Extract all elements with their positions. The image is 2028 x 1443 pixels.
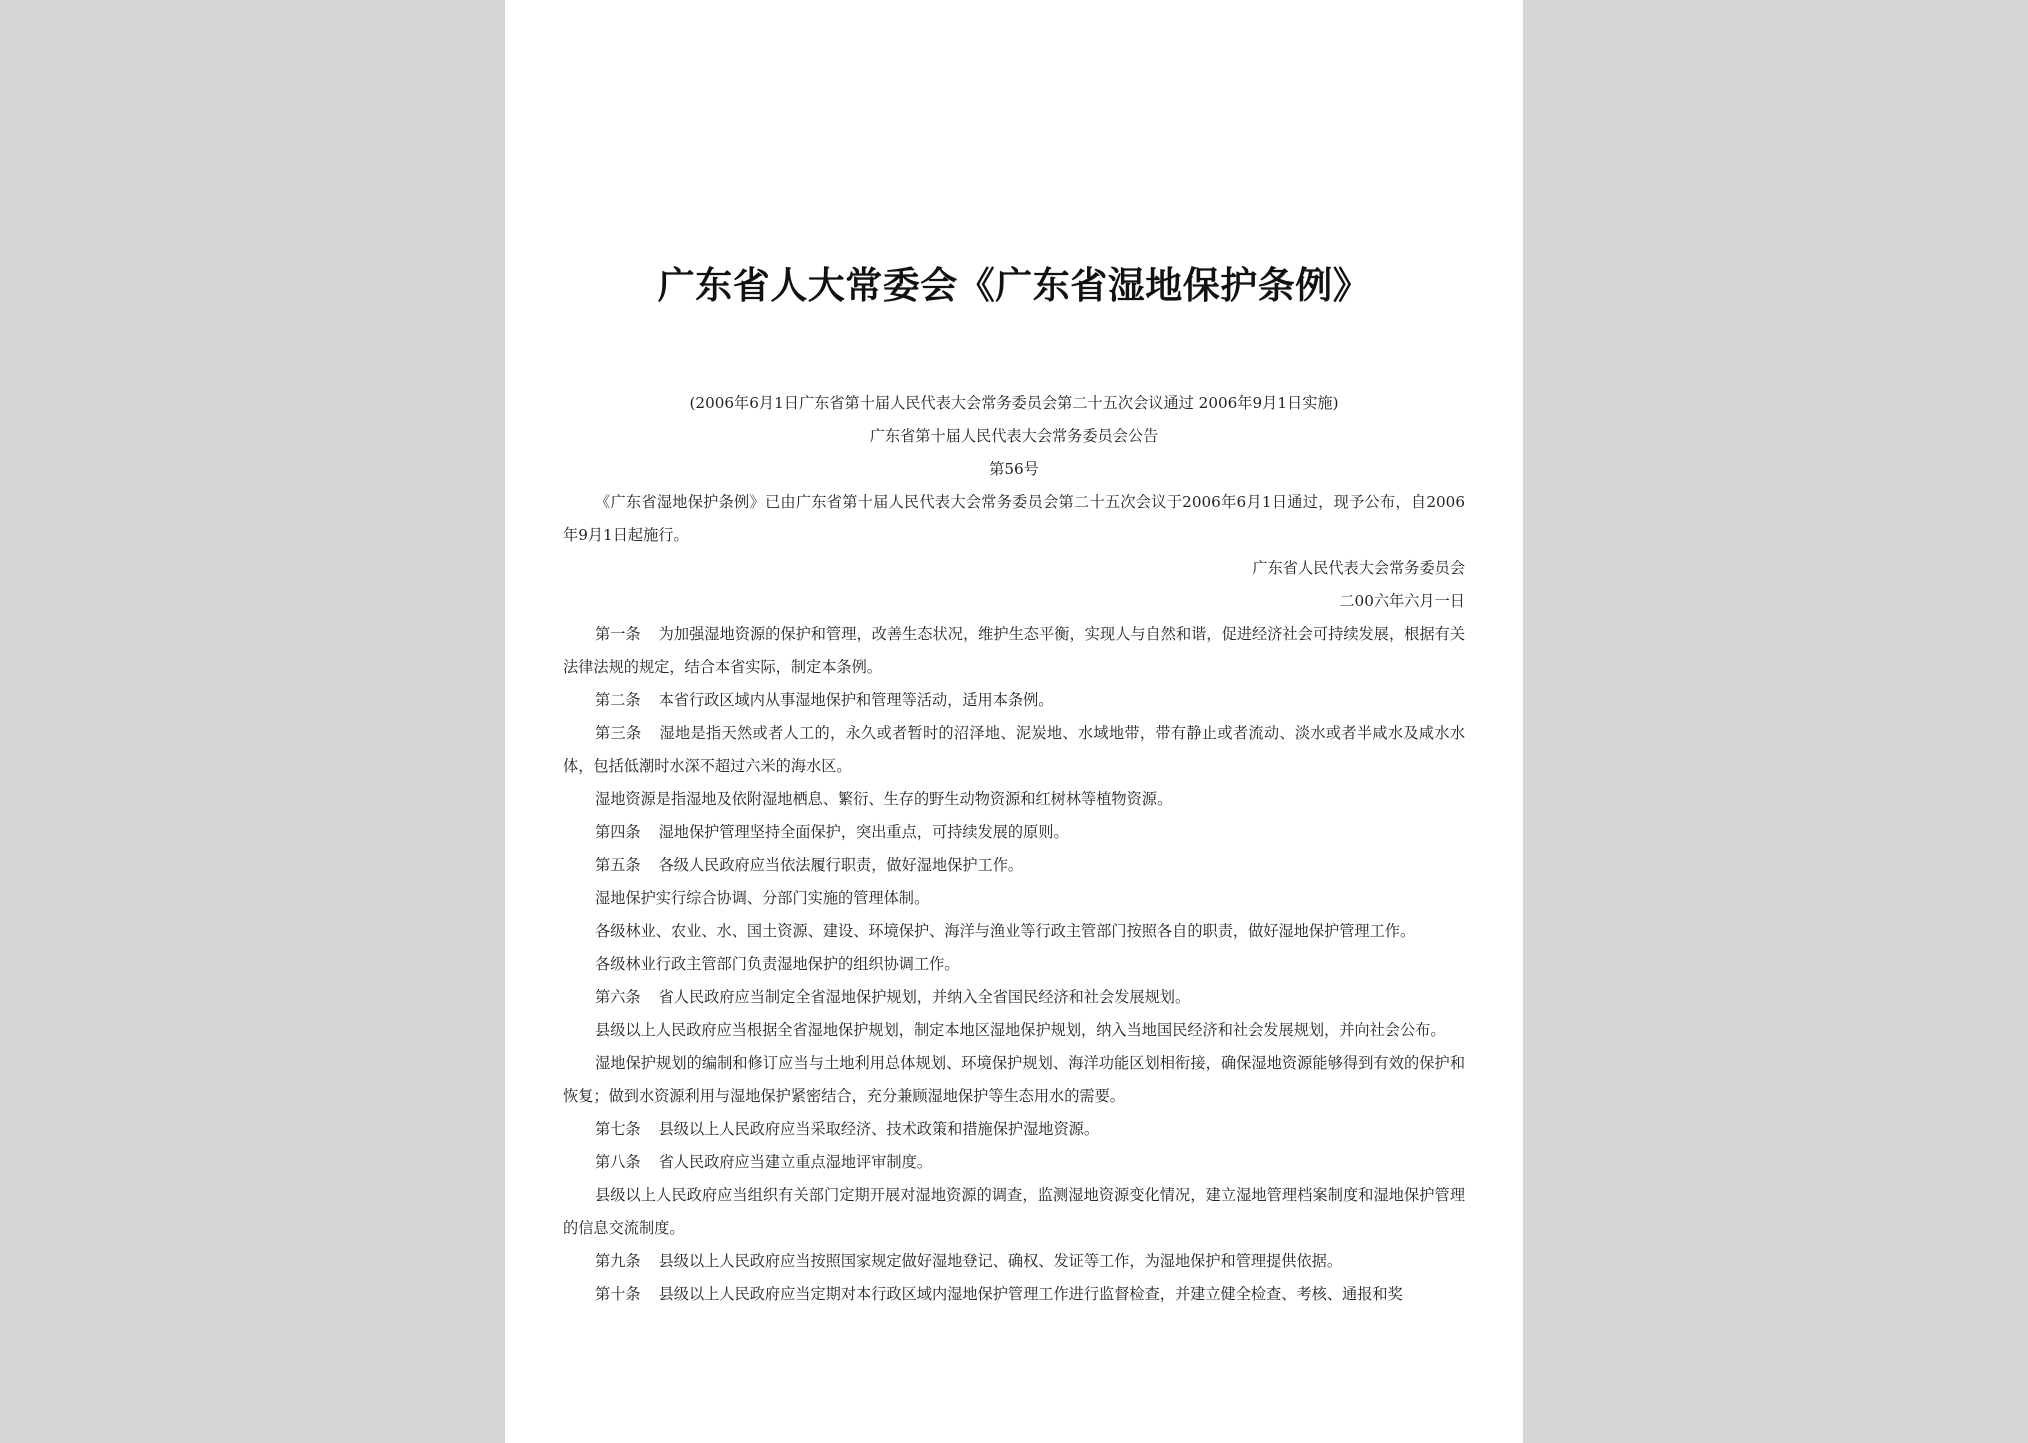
article-text: 湿地保护规划的编制和修订应当与土地利用总体规划、环境保护规划、海洋功能区划相衔接，确保湿地资源能够得到有效的保护和恢复；做到水资源利用与湿地保护紧密结合，充分兼顾湿地保护等生态用水的需要。 [563, 1054, 1465, 1105]
announcement-heading: 广东省第十届人民代表大会常务委员会公告 [869, 427, 1159, 445]
article-text: 本省行政区域内从事湿地保护和管理等活动，适用本条例。 [658, 691, 1054, 709]
article-label: 第五条 [595, 856, 641, 874]
article-label: 第三条 [595, 724, 642, 742]
article-label: 第八条 [595, 1153, 641, 1171]
article-text: 县级以上人民政府应当根据全省湿地保护规划，制定本地区湿地保护规划，纳入当地国民经济和社会发展规划，并向社会公布。 [595, 1021, 1446, 1039]
article-label: 第四条 [595, 823, 641, 841]
article-paragraph [563, 1245, 1465, 1278]
article-label: 第七条 [595, 1120, 641, 1138]
article-paragraph [563, 684, 1465, 717]
article-text: 湿地资源是指湿地及依附湿地栖息、繁衍、生存的野生动物资源和红树林等植物资源。 [595, 790, 1173, 808]
document-page [505, 0, 1523, 1443]
document-title: 广东省人大常委会《广东省湿地保护条例》 [657, 263, 1371, 307]
document-body [563, 387, 1465, 1311]
article-text: 县级以上人民政府应当定期对本行政区域内湿地保护管理工作进行监督检查，并建立健全检查、考核、通报和奖 [658, 1285, 1403, 1303]
article-text: 湿地保护管理坚持全面保护，突出重点，可持续发展的原则。 [658, 823, 1069, 841]
article-paragraph [563, 1014, 1465, 1047]
article-label: 第九条 [595, 1252, 641, 1270]
article-list [563, 618, 1465, 1311]
issuer: 广东省人民代表大会常务委员会 [1252, 559, 1465, 577]
article-paragraph [563, 783, 1465, 816]
article-text: 县级以上人民政府应当按照国家规定做好湿地登记、确权、发证等工作，为湿地保护和管理提供依据。 [658, 1252, 1342, 1270]
article-label: 第十条 [595, 1285, 641, 1303]
article-text: 县级以上人民政府应当组织有关部门定期开展对湿地资源的调查，监测湿地资源变化情况，建立湿地管理档案制度和湿地保护管理的信息交流制度。 [563, 1186, 1465, 1237]
announcement-number: 第56号 [989, 460, 1039, 478]
article-text: 各级林业、农业、水、国土资源、建设、环境保护、海洋与渔业等行政主管部门按照各自的职责，做好湿地保护管理工作。 [595, 922, 1416, 940]
article-paragraph [563, 618, 1465, 684]
article-paragraph [563, 1146, 1465, 1179]
article-text: 县级以上人民政府应当采取经济、技术政策和措施保护湿地资源。 [658, 1120, 1099, 1138]
article-label: 第六条 [595, 988, 641, 1006]
article-text: 湿地是指天然或者人工的，永久或者暂时的沼泽地、泥炭地、水域地带，带有静止或者流动、淡水或者半咸水及咸水水体，包括低潮时水深不超过六米的海水区。 [563, 724, 1466, 775]
article-text: 省人民政府应当建立重点湿地评审制度。 [658, 1153, 932, 1171]
article-text: 省人民政府应当制定全省湿地保护规划，并纳入全省国民经济和社会发展规划。 [658, 988, 1191, 1006]
article-paragraph [563, 1179, 1465, 1245]
article-paragraph [563, 1278, 1465, 1311]
article-paragraph [563, 1113, 1465, 1146]
article-paragraph [563, 816, 1465, 849]
article-label: 第二条 [595, 691, 641, 709]
article-text: 各级林业行政主管部门负责湿地保护的组织协调工作。 [595, 955, 960, 973]
article-paragraph [563, 915, 1465, 948]
issue-date: 二00六年六月一日 [1339, 592, 1465, 610]
article-paragraph [563, 882, 1465, 915]
article-label: 第一条 [595, 625, 641, 643]
article-text: 为加强湿地资源的保护和管理，改善生态状况，维护生态平衡，实现人与自然和谐，促进经济社会可持续发展，根据有关法律法规的规定，结合本省实际，制定本条例。 [563, 625, 1466, 676]
article-paragraph [563, 717, 1465, 783]
adoption-note: (2006年6月1日广东省第十届人民代表大会常务委员会第二十五次会议通过 2006年9月1日实施) [689, 394, 1339, 412]
article-paragraph [563, 1047, 1465, 1113]
article-paragraph [563, 849, 1465, 882]
article-text: 各级人民政府应当依法履行职责，做好湿地保护工作。 [658, 856, 1024, 874]
article-paragraph [563, 948, 1465, 981]
article-paragraph [563, 981, 1465, 1014]
announcement-text: 《广东省湿地保护条例》已由广东省第十届人民代表大会常务委员会第二十五次会议于2006年6月1日通过，现予公布，自2006年9月1日起施行。 [563, 493, 1465, 544]
article-text: 湿地保护实行综合协调、分部门实施的管理体制。 [595, 889, 930, 907]
